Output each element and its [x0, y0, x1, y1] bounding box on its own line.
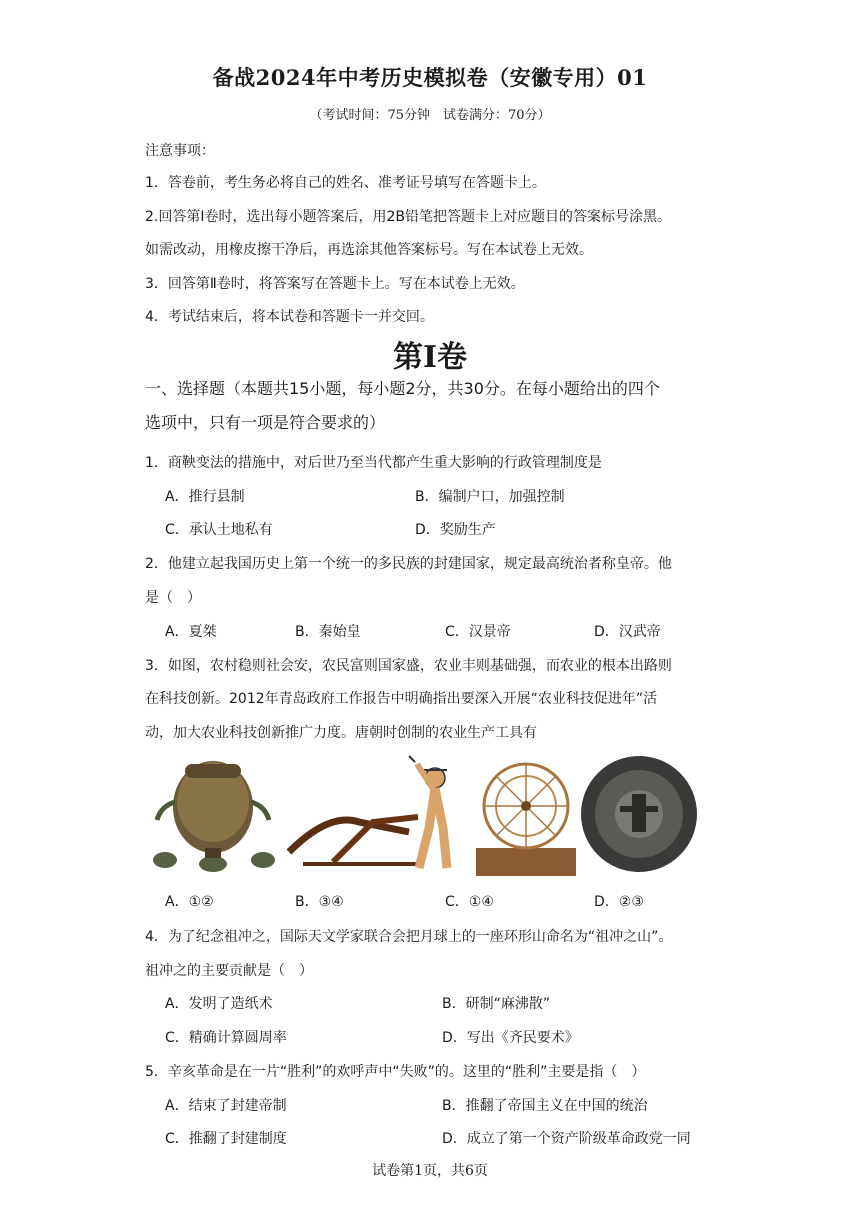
note-2b: 如需改动，用橡皮擦干净后，再选涂其他答案标号。写在本试卷上无效。 — [145, 242, 593, 258]
q5-option-d[interactable]: D．成立了第一个资产阶级革命政党一同 — [442, 1131, 691, 1147]
q3-option-b[interactable]: B．③④ — [295, 894, 344, 910]
q2-option-b[interactable]: B．秦始皇 — [295, 624, 361, 640]
q3-stem-3: 动，加大农业科技创新推广力度。唐朝时创制的农业生产工具有 — [145, 725, 537, 741]
q3-option-d[interactable]: D．②③ — [594, 894, 644, 910]
q1-option-c[interactable]: C．承认土地私有 — [165, 522, 273, 538]
notes-heading: 注意事项： — [145, 143, 215, 159]
note-2a: 2.回答第Ⅰ卷时，选出每小题答案后，用2B铅笔把答题卡上对应题目的答案标号涂黑。 — [145, 209, 671, 225]
q4-option-a[interactable]: A．发明了造纸术 — [165, 996, 273, 1012]
q5-option-b[interactable]: B．推翻了帝国主义在中国的统治 — [442, 1098, 648, 1114]
q5-option-c[interactable]: C．推翻了封建制度 — [165, 1131, 287, 1147]
page-title: 备战2024年中考历史模拟卷（安徽专用）01 — [212, 65, 648, 90]
ancient-coin-image — [578, 752, 700, 876]
q4-option-c[interactable]: C．精确计算圆周率 — [165, 1030, 287, 1046]
part1-heading-1: 一、选择题（本题共15小题，每小题2分，共30分。在每小题给出的四个 — [145, 379, 660, 398]
q1-option-d[interactable]: D．奖励生产 — [415, 522, 496, 538]
exam-info: （考试时间：75分钟 试卷满分：70分） — [309, 108, 551, 123]
q5-stem: 5．辛亥革命是在一片“胜利”的欢呼声中“失败”的。这里的“胜利”主要是指（ ） — [145, 1064, 646, 1080]
q4-option-b[interactable]: B．研制“麻沸散” — [442, 996, 551, 1012]
q1-stem: 1．商鞅变法的措施中，对后世乃至当代都产生重大影响的行政管理制度是 — [145, 455, 602, 471]
q2-option-d[interactable]: D．汉武帝 — [594, 624, 661, 640]
q4-option-d[interactable]: D．写出《齐民要术》 — [442, 1030, 579, 1046]
waterwheel-image — [476, 752, 576, 876]
page-footer: 试卷第1页，共6页 — [372, 1163, 488, 1179]
note-4: 4．考试结束后，将本试卷和答题卡一并交回。 — [145, 309, 434, 325]
q3-option-a[interactable]: A．①② — [165, 894, 214, 910]
q4-stem-1: 4．为了纪念祖冲之，国际天文学家联合会把月球上的一座环形山命名为“祖冲之山”。 — [145, 929, 673, 945]
note-3: 3．回答第Ⅱ卷时，将答案写在答题卡上。写在本试卷上无效。 — [145, 276, 525, 292]
note-1: 1．答卷前，考生务必将自己的姓名、准考证号填写在答题卡上。 — [145, 175, 546, 191]
q3-option-c[interactable]: C．①④ — [445, 894, 494, 910]
q5-option-a[interactable]: A．结束了封建帝制 — [165, 1098, 287, 1114]
q2-stem-2: 是（ ） — [145, 590, 201, 606]
section-title: 第Ⅰ卷 — [392, 340, 468, 375]
q2-option-a[interactable]: A．夏桀 — [165, 624, 217, 640]
q1-option-b[interactable]: B．编制户口，加强控制 — [415, 489, 565, 505]
plough-farmer-image — [283, 752, 473, 876]
q2-stem-1: 2．他建立起我国历史上第一个统一的多民族的封建国家，规定最高统治者称皇帝。他 — [145, 556, 672, 572]
q4-stem-2: 祖冲之的主要贡献是（ ） — [145, 963, 313, 979]
q2-option-c[interactable]: C．汉景帝 — [445, 624, 511, 640]
q3-stem-2: 在科技创新。2012年青岛政府工作报告中明确指出要深入开展“农业科技促进年”活 — [145, 691, 658, 707]
q3-stem-1: 3．如图，农村稳则社会安，农民富则国家盛，农业丰则基础强，而农业的根本出路则 — [145, 658, 672, 674]
seismograph-image — [145, 752, 280, 876]
part1-heading-2: 选项中，只有一项是符合要求的） — [145, 413, 386, 432]
q1-option-a[interactable]: A．推行县制 — [165, 489, 245, 505]
